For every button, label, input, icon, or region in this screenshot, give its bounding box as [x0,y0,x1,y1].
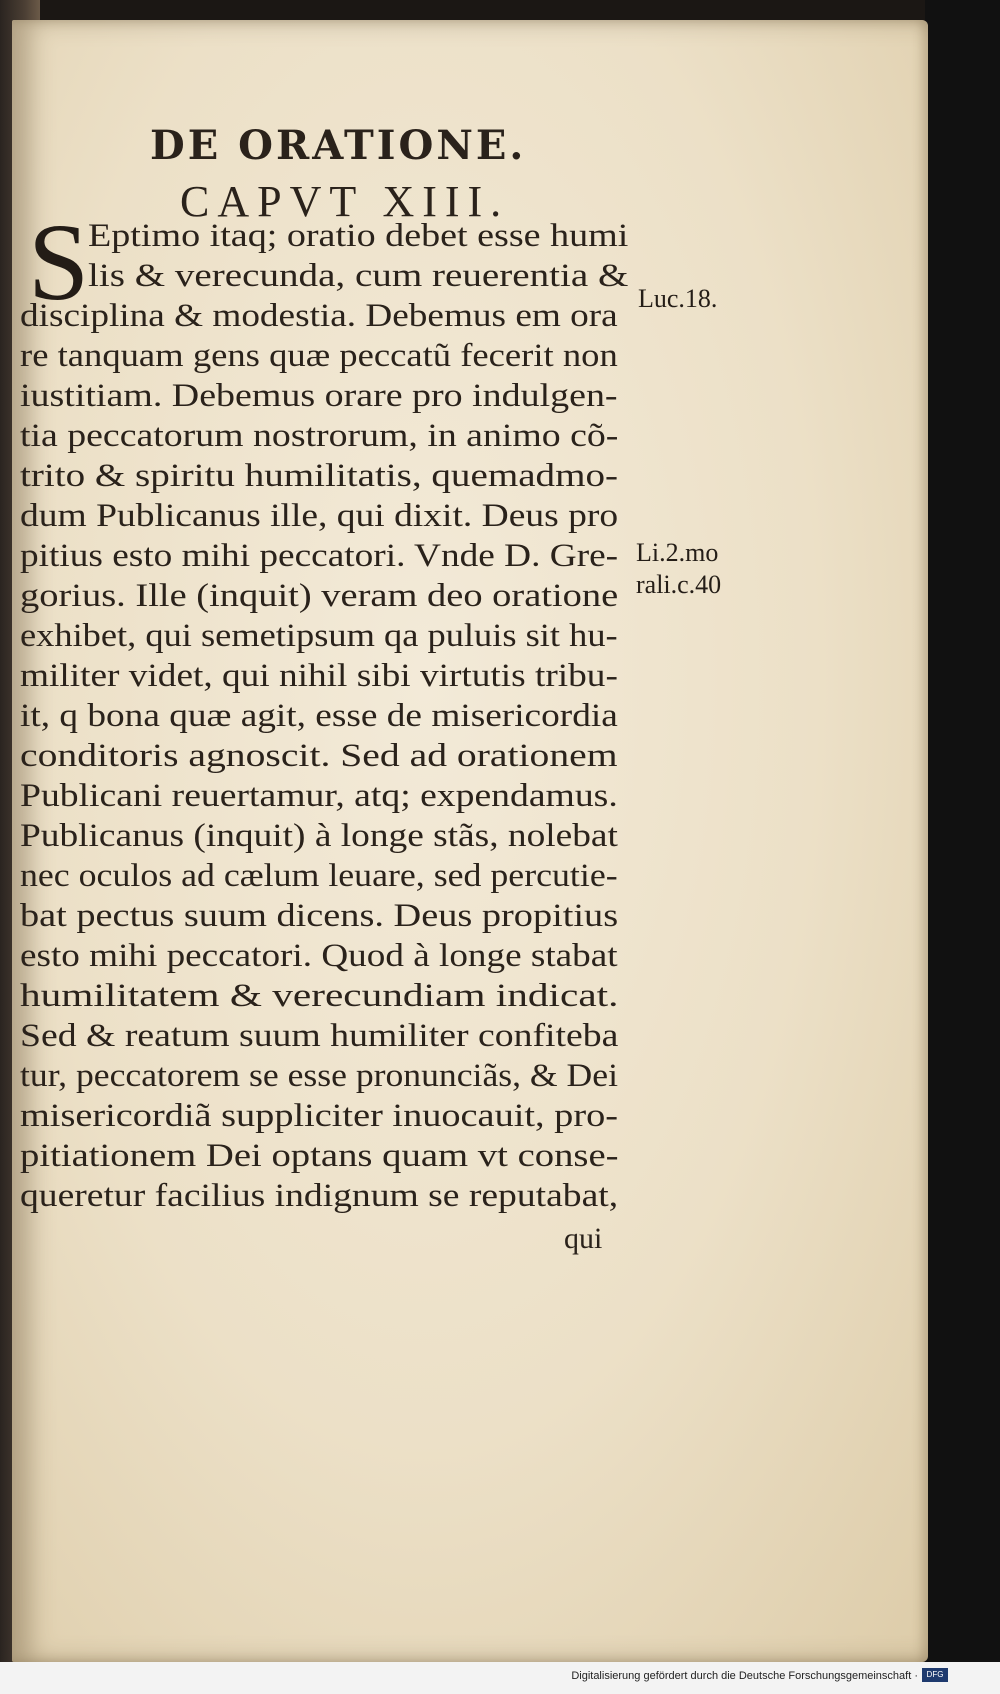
text-line: pitiationem Dei optans quam vt conse- [20,1138,619,1174]
text-line: bat pectus suum dicens. Deus propitius [20,898,619,934]
text-line: tur, peccatorem se esse pronunciãs, & Dei [20,1058,618,1094]
running-head: DE ORATIONE. [150,122,527,169]
text-line: nec oculos ad cælum leuare, sed percutie- [20,858,618,894]
text-line: tia peccatorum nostrorum, in animo cõ- [20,418,619,454]
footer-credit: Digitalisierung gefördert durch die Deutsche Forschungsgemeinschaft · [571,1670,918,1682]
drop-cap: S [28,201,90,323]
text-line: lis & verecunda, cum reuerentia & [88,258,629,294]
text-line: Sed & reatum suum humiliter confiteba [20,1018,619,1054]
text-line: misericordiã suppliciter inuocauit, pro- [20,1098,619,1134]
text-line: esto mihi peccatori. Quod à longe stabat [20,938,618,974]
text-line: queretur facilius indignum se reputabat, [20,1178,619,1214]
scan-background-right [925,0,1000,1694]
text-line: it, q bona quæ agit, esse de misericordia [20,698,618,734]
catchword: qui [564,1222,603,1255]
margin-note: Li.2.mo [636,538,719,567]
text-line: exhibet, qui semetipsum qa puluis sit hu- [20,618,618,654]
text-line: Publicanus (inquit) à longe stãs, nolebat [20,818,618,854]
text-line: dum Publicanus ille, qui dixit. Deus pro [20,498,619,534]
text-line: re tanquam gens quæ peccatũ fecerit non [20,338,618,374]
text-line: humilitatem & verecundiam indicat. [20,978,619,1014]
text-line: Publicani reuertamur, atq; expendamus. [20,778,618,814]
text-line: conditoris agnoscit. Sed ad orationem [20,738,618,774]
chapter-title: CAPVT XIII. [180,177,510,226]
margin-note: Luc.18. [638,284,718,313]
text-line: gorius. Ille (inquit) veram deo oratione [20,578,619,614]
text-line: militer videt, qui nihil sibi virtutis tribu- [20,658,618,694]
dfg-logo: DFG [922,1668,948,1682]
text-line: pitius esto mihi peccatori. Vnde D. Gre- [20,538,619,574]
text-line: iustitiam. Debemus orare pro indulgen- [20,378,618,414]
text-line: disciplina & modestia. Debemus em ora [20,298,618,334]
margin-note: rali.c.40 [636,570,722,599]
text-line: Eptimo itaq; oratio debet esse humi [88,218,629,254]
text-line: trito & spiritu humilitatis, quemadmo- [20,458,619,494]
